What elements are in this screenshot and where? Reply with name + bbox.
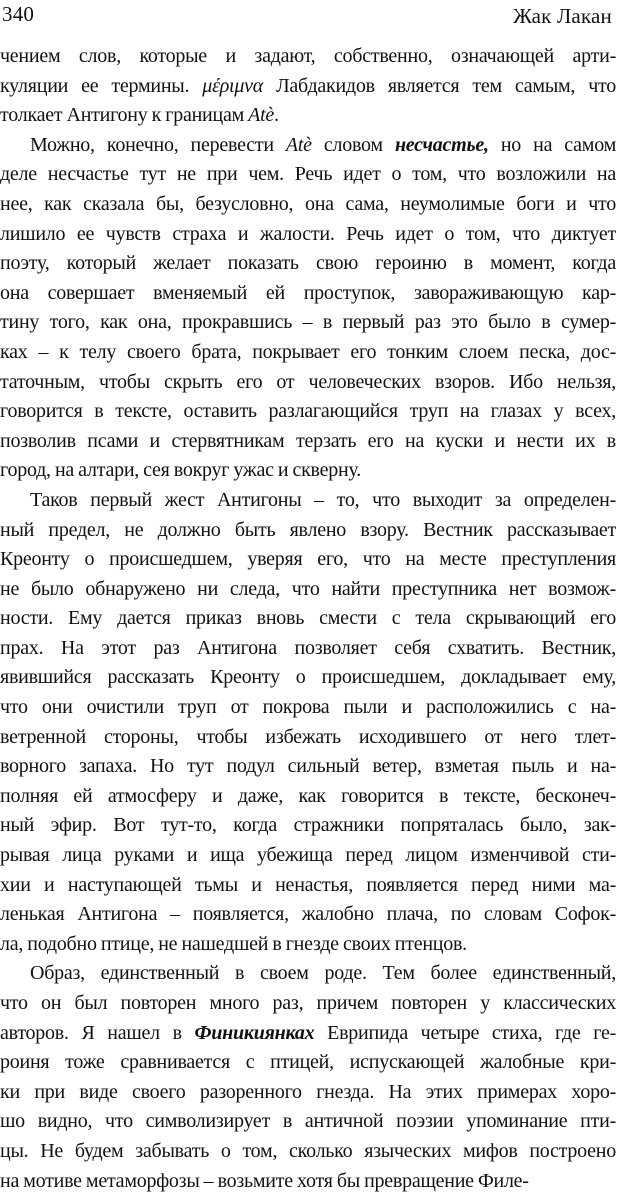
text-run: таточным, чтобы скрыть его от человеческих взоров. Ибо нельзя, (0, 370, 616, 393)
text-run: Еврипида четыре стиха, где ге- (314, 1021, 616, 1044)
text-line (0, 723, 616, 753)
text-run: ный эфир. Вот тут-то, когда стражники попряталась было, зак- (0, 814, 616, 837)
text-line (0, 841, 616, 871)
text-line (0, 604, 616, 634)
text-line (0, 456, 616, 486)
text-run: ветренной стороны, чтобы избежать исходившего от него тлет- (0, 725, 616, 748)
text-line (0, 1107, 616, 1137)
text-line (0, 190, 616, 220)
text-line (0, 989, 616, 1019)
text-run: тину того, как она, прокравшись – в первый раз это было в сумер- (0, 311, 616, 334)
text-run: толкает Антигону к границам (0, 104, 249, 127)
text-line (0, 1137, 616, 1167)
text-run: чением слов, которые и задают, собственно, означающей арти- (0, 45, 616, 67)
text-run: что он был повторен много раз, причем повторен у классических (0, 992, 616, 1014)
text-run: город, на алтари, сея вокруг ужас и скверну. (0, 459, 361, 482)
text-line (0, 486, 616, 516)
text-line (0, 1167, 616, 1196)
running-head: Жак Лакан (513, 4, 612, 28)
body-text (0, 42, 616, 1196)
text-line (0, 693, 616, 723)
text-run: не было обнаружено ни следа, что найти преступника нет возмож- (0, 577, 616, 600)
text-run: ки при виде своего разоренного гнезда. На этих примерах хоро- (0, 1080, 616, 1103)
text-run: рывая лица руками и ища убежища перед лицом изменчивой сти- (0, 844, 616, 867)
text-line (0, 368, 616, 398)
text-line (0, 663, 616, 693)
text-line (0, 308, 616, 338)
text-run: на мотиве метаморфозы – возьмите хотя бы превращение Филе- (0, 1169, 529, 1192)
text-line (0, 338, 616, 368)
text-line (0, 1078, 616, 1108)
text-run: нее, как сказала бы, безусловно, она сама, неумолимые боги и что (0, 192, 616, 215)
text-run: Креонту о происшедшем, уверяя его, что на месте преступления (0, 548, 616, 571)
text-line (0, 575, 616, 605)
text-run: прах. На этот раз Антигона позволяет себя схватить. Вестник, (0, 636, 616, 659)
text-run: ках – к телу своего брата, покрывает его тонким слоем песка, дос- (0, 340, 616, 363)
text-line (0, 42, 616, 72)
text-line (0, 427, 616, 457)
text-run: ности. Ему дается приказ вновь смести с тела скрывающий его (0, 607, 616, 630)
text-run: говорится в тексте, оставить разлагающийся труп на глазах у всех, (0, 400, 616, 423)
text-run: что они очистили труп от покрова пыли и расположились с на- (0, 696, 616, 719)
text-run: Лабдакидов является тем самым, что (263, 74, 616, 97)
text-run: ленькая Антигона – появляется, жалобно плача, по словам Софок- (0, 903, 616, 926)
text-line (0, 871, 616, 901)
paragraph (0, 131, 616, 486)
text-line (0, 782, 616, 812)
text-line (0, 72, 616, 102)
text-run: роиня тоже сравнивается с птицей, испускающей жалобные кри- (0, 1051, 616, 1074)
text-run: лишило ее чувств страха и жалости. Речь идет о том, что диктует (0, 222, 616, 245)
text-run: явившийся рассказать Креонту о происшедшем, докладывает ему, (0, 666, 616, 689)
text-line (0, 101, 616, 131)
text-run: авторов. Я нашел в (0, 1021, 195, 1044)
text-line (0, 220, 616, 250)
text-line (0, 516, 616, 546)
text-run: полняя ей атмосферу и даже, как говорится в тексте, бесконеч- (0, 784, 616, 807)
text-line (0, 160, 616, 190)
text-run: деле несчастье тут не при чем. Речь идет о том, что возложили на (0, 163, 616, 186)
text-run: шо видно, что символизирует в античной поэзии упоминание пти- (0, 1110, 616, 1133)
text-run: Образ, единственный в своем роде. Тем более единственный, (30, 962, 616, 985)
emphasis-text: Финикиянках (194, 1021, 315, 1044)
text-line (0, 279, 616, 309)
paragraph (0, 42, 616, 131)
text-run: цы. Не будем забывать о том, сколько языческих мифов построено (0, 1139, 616, 1162)
emphasis-text: Atè (248, 104, 275, 127)
text-line (0, 1019, 616, 1049)
text-line (0, 959, 616, 989)
text-line (0, 249, 616, 279)
text-run: ворного запаха. Но тут подул сильный ветер, взметая пыль и на- (0, 755, 616, 778)
text-line (0, 1048, 616, 1078)
emphasis-text: несчастье, (394, 133, 489, 156)
paragraph (0, 959, 616, 1196)
text-run: позволив псами и стервятникам терзать его на куски и нести их в (0, 429, 616, 452)
text-run: куляции ее термины. (0, 74, 203, 97)
page-header (0, 0, 620, 34)
page-number: 340 (2, 2, 35, 26)
text-run: ла, подобно птице, не нашедшей в гнезде своих птенцов. (0, 932, 467, 955)
text-line (0, 930, 616, 960)
text-line (0, 752, 616, 782)
paragraph (0, 486, 616, 960)
text-run: но на самом (488, 133, 616, 156)
text-line (0, 545, 616, 575)
emphasis-text: Atè (285, 133, 312, 156)
text-run: словом (311, 133, 395, 156)
text-line (0, 811, 616, 841)
text-line (0, 397, 616, 427)
text-line (0, 634, 616, 664)
text-run: хии и наступающей тьмы и ненастья, появляется перед ними ма- (0, 873, 616, 896)
text-run: она совершает вменяемый ей проступок, завораживающую кар- (0, 281, 616, 304)
text-line (0, 131, 616, 161)
text-run: Таков первый жест Антигоны – то, что выходит за определен- (30, 488, 616, 511)
text-run: поэту, который желает показать свою героиню в момент, когда (0, 252, 616, 275)
text-run: . (274, 104, 279, 127)
text-run: ный предел, не должно быть явлено взору. Вестник рассказывает (0, 518, 616, 541)
text-run: Можно, конечно, перевести (30, 133, 286, 156)
emphasis-text: μέριμνα (202, 74, 264, 97)
text-line (0, 900, 616, 930)
